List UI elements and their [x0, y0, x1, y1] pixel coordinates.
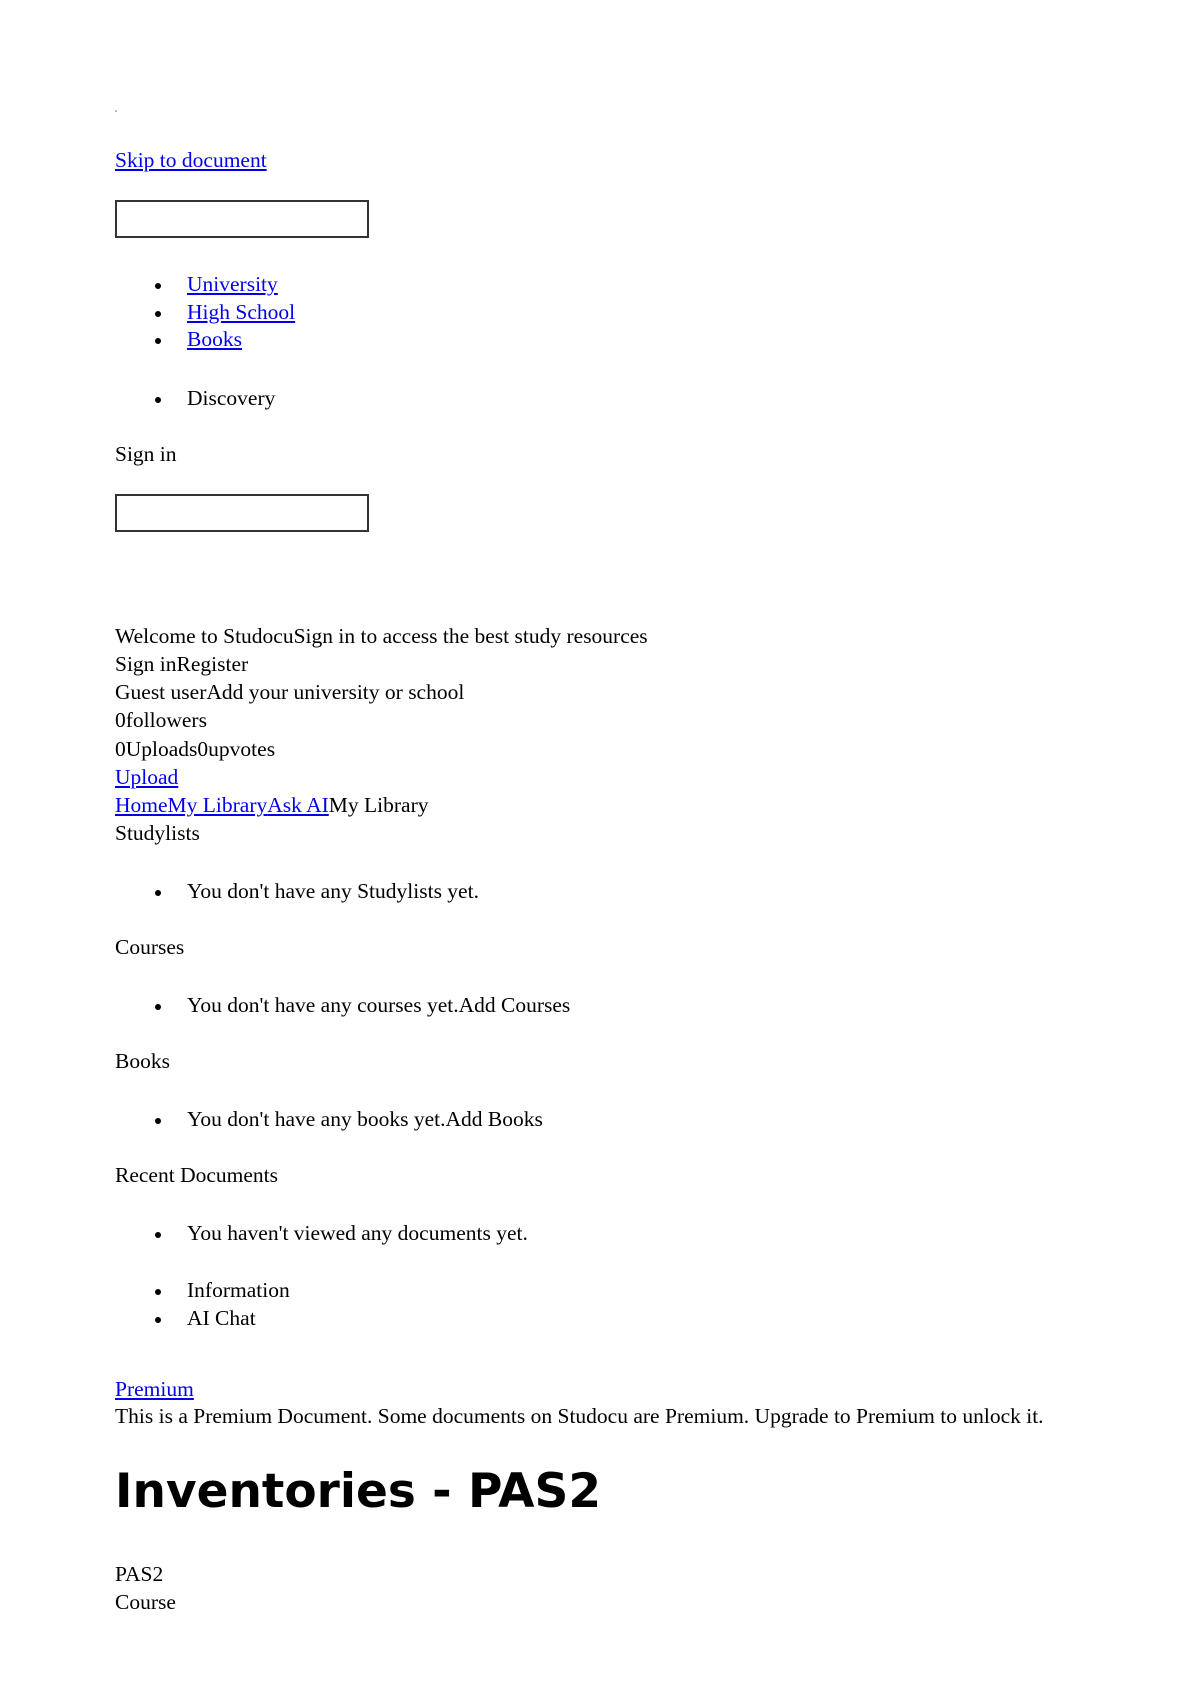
nav-item-discovery[interactable]: Discovery — [155, 385, 275, 413]
books-list — [155, 1106, 543, 1134]
nav-item-books — [155, 326, 295, 354]
nav-item-high-school — [155, 299, 295, 327]
document-tabs — [155, 1277, 290, 1332]
studylists-empty: You don't have any Studylists yet. — [155, 878, 479, 906]
tracking-pixel — [115, 110, 117, 112]
recent-documents-list — [155, 1220, 528, 1248]
nav-link-books[interactable]: Books — [187, 327, 242, 351]
tab-ai-chat[interactable]: AI Chat — [155, 1305, 290, 1333]
guest-profile — [115, 678, 464, 706]
register-button[interactable]: Register — [176, 652, 249, 676]
course-name[interactable]: PAS2 — [115, 1562, 164, 1586]
courses-empty-item — [155, 992, 570, 1020]
followers-stat — [115, 706, 207, 734]
courses-empty: You don't have any courses yet. — [187, 993, 459, 1017]
followers-label: followers — [125, 708, 207, 732]
books-empty: You don't have any books yet. — [187, 1107, 446, 1131]
discovery-nav — [155, 385, 275, 413]
nav-link-high-school[interactable]: High School — [187, 299, 296, 324]
uploads-count: 0 — [115, 737, 126, 761]
upvotes-count: 0 — [197, 737, 209, 761]
nav-item-university — [155, 271, 295, 299]
home-link[interactable]: Home — [115, 793, 168, 817]
courses-list — [155, 992, 570, 1020]
recent-documents-empty: You haven't viewed any documents yet. — [155, 1220, 528, 1248]
add-books-button[interactable]: Add Books — [445, 1107, 543, 1131]
followers-count: 0 — [115, 708, 126, 732]
auth-actions — [115, 650, 248, 678]
my-library-link[interactable]: My Library — [167, 793, 268, 817]
recent-documents-heading: Recent Documents — [115, 1163, 278, 1187]
course-label: Course — [115, 1590, 176, 1614]
nav-link-university[interactable]: University — [187, 272, 278, 296]
guest-user-name: Guest user — [115, 680, 207, 704]
my-library-heading: My Library — [328, 793, 429, 817]
sidebar-nav-row — [115, 791, 429, 819]
premium-row — [115, 1375, 194, 1403]
studylists-heading: Studylists — [115, 821, 200, 845]
studylists-list — [155, 878, 479, 906]
welcome-title: Welcome to Studocu — [115, 624, 294, 648]
header-search-box[interactable] — [115, 200, 369, 238]
upvotes-label: upvotes — [208, 737, 276, 761]
upload-link[interactable]: Upload — [115, 765, 179, 789]
main-nav — [155, 271, 295, 354]
courses-heading: Courses — [115, 935, 185, 959]
books-heading: Books — [115, 1049, 170, 1073]
header-input-box[interactable] — [115, 494, 369, 532]
tab-information[interactable]: Information — [155, 1277, 290, 1305]
sidebar-sign-in-button[interactable]: Sign in — [115, 652, 177, 676]
books-empty-item — [155, 1106, 543, 1134]
add-school-link[interactable]: Add your university or school — [206, 680, 465, 704]
skip-to-document-link[interactable]: Skip to document — [115, 148, 267, 172]
document-title: Inventories - PAS2 — [115, 1464, 602, 1519]
premium-notice: This is a Premium Document. Some documents on Studocu are Premium. Upgrade to Premium to unlock it. — [115, 1404, 1044, 1428]
upload-row — [115, 763, 178, 791]
premium-link[interactable]: Premium — [115, 1377, 194, 1401]
header-sign-in[interactable]: Sign in — [115, 442, 177, 466]
add-courses-button[interactable]: Add Courses — [458, 993, 571, 1017]
uploads-upvotes-stat — [115, 735, 275, 763]
ask-ai-link[interactable]: Ask AI — [267, 793, 329, 817]
welcome-subtitle: Sign in to access the best study resources — [293, 624, 648, 648]
uploads-label: Uploads — [125, 737, 198, 761]
sidebar-welcome — [115, 622, 648, 650]
